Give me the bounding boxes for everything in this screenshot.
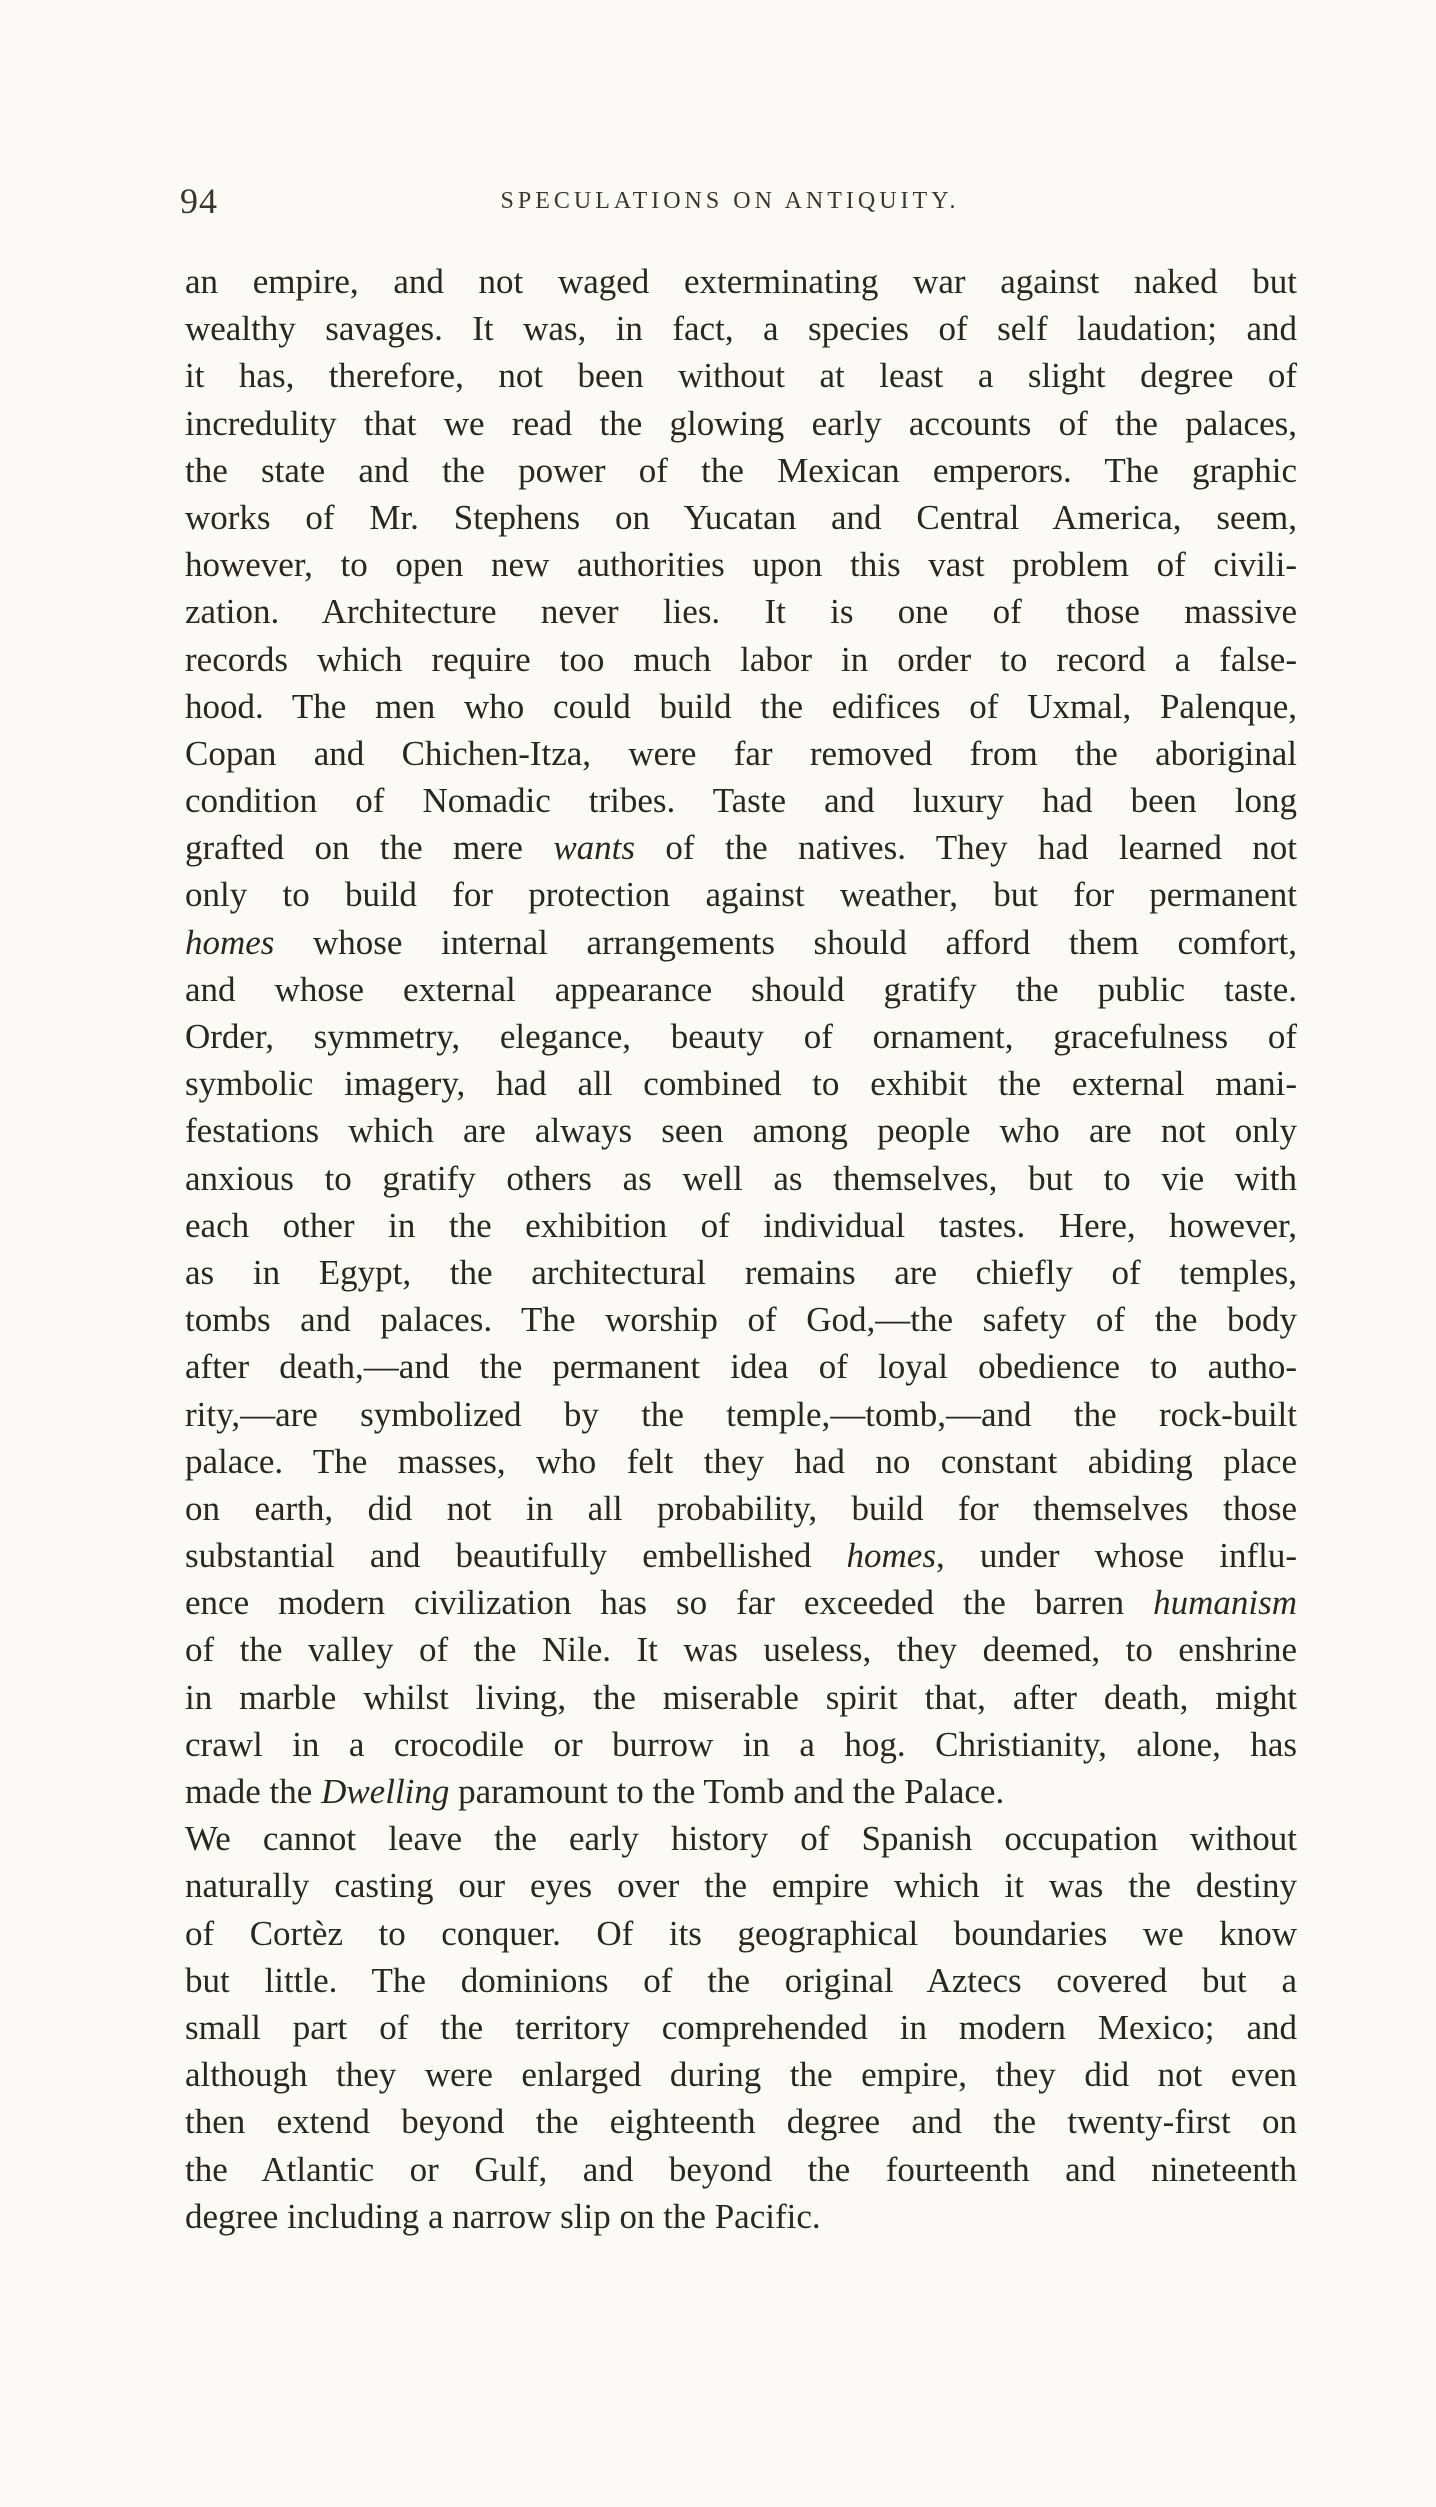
text-line: of Cortèz to conquer. Of its geographical boundaries we know <box>185 1913 1297 1953</box>
text-line: anxious to gratify others as well as themselves, but to vie with <box>185 1158 1297 1198</box>
text-line: homes whose internal arrangements should afford them comfort, <box>185 922 1297 962</box>
text-line: substantial and beautifully embellished homes, under whose influ- <box>185 1536 1298 1576</box>
running-head: SPECULATIONS ON ANTIQUITY. <box>500 188 960 214</box>
text-line: crawl in a crocodile or burrow in a hog. Christianity, alone, has <box>185 1724 1297 1764</box>
emphasized-word: Dwelling <box>321 1772 450 1811</box>
page-header <box>180 180 1280 230</box>
text-line: naturally casting our eyes over the empire which it was the destiny <box>185 1866 1297 1906</box>
text-line: rity,—are symbolized by the temple,—tomb,—and the rock-built <box>185 1394 1297 1434</box>
text-line: an empire, and not waged exterminating war against naked but <box>185 262 1297 301</box>
text-line: works of Mr. Stephens on Yucatan and Central America, seem, <box>185 497 1297 537</box>
text-line: but little. The dominions of the original Aztecs covered but a <box>185 1960 1297 2000</box>
text-line: and whose external appearance should gratify the public taste. <box>185 969 1297 1009</box>
text-line: tombs and palaces. The worship of God,—the safety of the body <box>185 1300 1297 1340</box>
text-line: of the valley of the Nile. It was useless, they deemed, to enshrine <box>185 1630 1297 1670</box>
text-line: zation. Architecture never lies. It is one of those massive <box>185 592 1297 632</box>
text-line: wealthy savages. It was, in fact, a species of self laudation; and <box>185 309 1297 349</box>
text-line: palace. The masses, who felt they had no constant abiding place <box>185 1441 1297 1481</box>
text-line: on earth, did not in all probability, build for themselves those <box>185 1488 1297 1528</box>
emphasized-word: humanism <box>1153 1583 1297 1623</box>
text-line: although they were enlarged during the empire, they did not even <box>185 2055 1297 2095</box>
paragraph-start-line: We cannot leave the early history of Spanish occupation without <box>185 1819 1297 1859</box>
text-line: only to build for protection against weather, but for permanent <box>185 875 1297 915</box>
paragraph-end-line: degree including a narrow slip on the Pacific. <box>185 2196 821 2236</box>
text-line: condition of Nomadic tribes. Taste and luxury had been long <box>185 781 1297 821</box>
body-text <box>185 258 1297 2240</box>
text-line: incredulity that we read the glowing early accounts of the palaces, <box>185 403 1297 443</box>
text-line: hood. The men who could build the edifices of Uxmal, Palenque, <box>185 686 1297 726</box>
text-line: however, to open new authorities upon this vast problem of civili- <box>185 545 1297 585</box>
emphasized-word: wants <box>553 828 636 868</box>
text-line: in marble whilst living, the miserable spirit that, after death, might <box>185 1677 1297 1717</box>
text-line: Order, symmetry, elegance, beauty of ornament, gracefulness of <box>185 1017 1297 1056</box>
text-line: as in Egypt, the architectural remains are chiefly of temples, <box>185 1252 1297 1292</box>
text-line: the state and the power of the Mexican emperors. The graphic <box>185 450 1297 490</box>
emphasized-word: homes <box>846 1536 936 1576</box>
text-line: Copan and Chichen-Itza, were far removed from the aboriginal <box>185 733 1297 773</box>
text-line: festations which are always seen among people who are not only <box>185 1111 1297 1151</box>
text-line: it has, therefore, not been without at least a slight degree of <box>185 356 1297 396</box>
paragraph-end-line: made the Dwelling paramount to the Tomb and the Palace. <box>185 1772 1005 1811</box>
emphasized-word: homes <box>185 922 275 962</box>
text-line: small part of the territory comprehended in modern Mexico; and <box>185 2007 1297 2047</box>
text-line: symbolic imagery, had all combined to exhibit the external mani- <box>185 1064 1297 1104</box>
text-line: records which require too much labor in order to record a false- <box>185 639 1297 679</box>
page-number: 94 <box>180 181 218 221</box>
text-line: ence modern civilization has so far exceeded the barren humanism <box>185 1583 1297 1623</box>
text-line: the Atlantic or Gulf, and beyond the fourteenth and nineteenth <box>185 2149 1297 2189</box>
text-line: grafted on the mere wants of the natives. They had learned not <box>185 828 1298 868</box>
text-line: then extend beyond the eighteenth degree and the twenty-first on <box>185 2102 1297 2142</box>
text-line: each other in the exhibition of individual tastes. Here, however, <box>185 1205 1297 1245</box>
text-line: after death,—and the permanent idea of loyal obedience to autho- <box>185 1347 1297 1387</box>
